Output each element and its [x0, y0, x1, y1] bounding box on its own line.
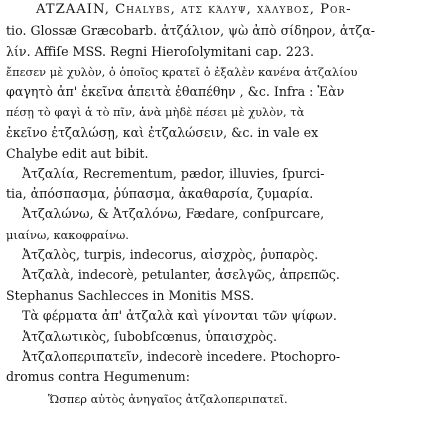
- entry-line-2: tio. Glossæ Græcobarb. ἀτζάλιον, ψὼ ἀπὸ σίδηρον, ἀτζα-: [6, 23, 375, 38]
- entry-line-4: ἔπεσεν μὲ χυλὸν, ὁ ὁποῖος κρατεῖ ὁ ἐξαλὲν κανένα ἀτζαλίου: [6, 65, 358, 79]
- entry-line-17: Ἀτζαλωτικὸς, ſubobſcœnus, ὑπαισχρὸς.: [22, 329, 278, 344]
- entry-line-1: ATZAAIN, Chalybs, ατς κάλυψ, χάλυβος, Por-: [36, 2, 352, 17]
- entry-line-15: Stephanus Sachlecces in Monitis MSS.: [6, 288, 255, 303]
- entry-line-3: λίν. Affiſe MSS. Regni Hieroſolymitani cap. 223.: [6, 44, 314, 59]
- entry-line-7: ἐκεῖνο ἐτζαλώσῃ, καὶ ἐτζαλώσειν, &c. in vale ex: [6, 125, 319, 140]
- entry-line-16: Τὰ φέρματα ἀπ' ἀτζαλὰ καὶ γίνονται τῶν ψίφων.: [22, 308, 337, 323]
- entry-line-19: dromus contra Hegumenum:: [6, 369, 190, 384]
- entry-line-6: πέσῃ τὸ φαγὶ ἀ τὸ πῖν, ἀνὰ μὴδὲ πέσει μὲ χυλὸν, τὰ: [6, 105, 305, 119]
- entry-line-5: φαγητὸ ἀπ' ἐκεῖνα ἀπειτὰ ἐθαπέθην , &c. Infra : Ἐὰν: [6, 84, 345, 99]
- entry-line-9: Ἀτζαλία, Recrementum, pædor, illuvies, ſpurci-: [22, 166, 325, 181]
- entry-line-10: tia, ἀπόσπασμα, ῥύπασμα, ἀκαθαρσία, ζυμαρία.: [6, 186, 314, 201]
- entry-line-11: Ἀτζαλώνω, & Ἀτζαλόνω, Fædare, conſpurcare,: [22, 206, 325, 221]
- entry-line-14: Ἀτζαλὰ, indecorè, petulanter, ἀσελγῶς, ἀπρεπῶς.: [22, 267, 340, 282]
- entry-line-12: μιαίνω, κακοφραίνω.: [6, 228, 129, 242]
- entry-line-20: Ὥσπερ αὐτὸς ἀνηγαῖος ἀτζαλοπεριπατεῖ.: [48, 392, 288, 406]
- entry-line-13: Ἀτζαλὸς, turpis, indecorus, αἰσχρὸς, ῥυπαρὸς.: [22, 247, 319, 262]
- entry-line-8: Chalybe edit aut bibit.: [6, 146, 149, 161]
- entry-line-18: Ἀτζαλοπεριπατεῖν, indecorè incedere. Ptochopro-: [22, 349, 341, 364]
